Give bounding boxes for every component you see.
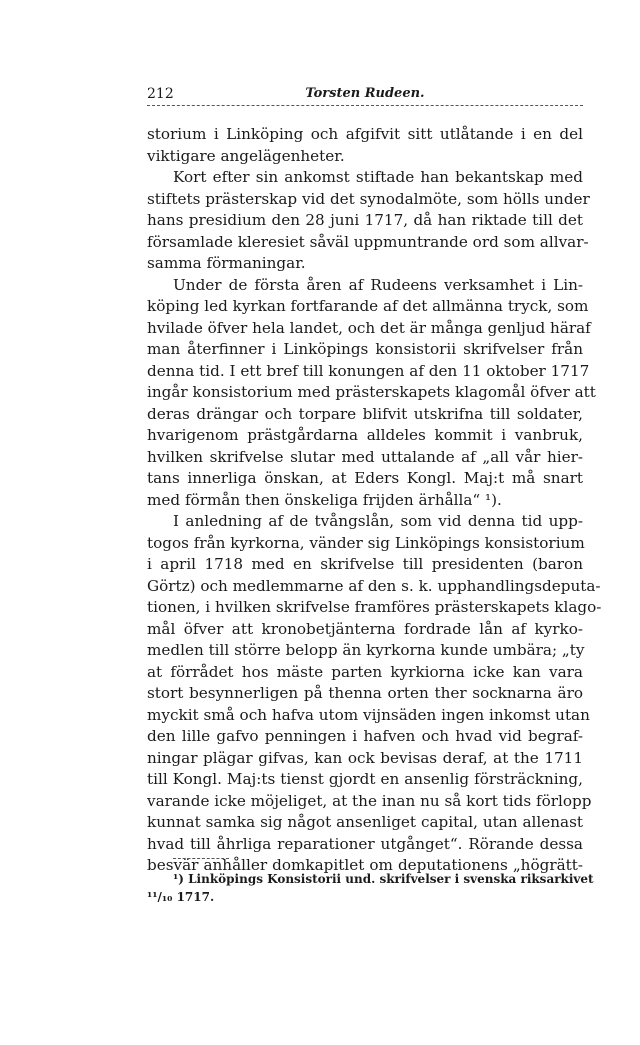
text-line: köping led kyrkan fortfarande af det allmänna tryck, som [147, 297, 589, 315]
text-line: varande icke möjeliget, at the inan nu så kort tids förlopp [147, 791, 592, 810]
text-line: tionen, i hvilken skrifvelse framföres prästerskapets klago- [147, 598, 602, 616]
text-line: Görtz) och medlemmarne af den s. k. upphandlingsdeputa- [147, 576, 601, 595]
page-number: 212 [147, 86, 174, 102]
text-line: hvilade öfver hela landet, och det är många genljud häraf [147, 318, 591, 337]
text-line: tans innerliga önskan, at Eders Kongl. Maj:t må snart [147, 469, 583, 487]
running-title: Torsten Rudeen. [305, 86, 425, 101]
text-line: storium i Linköping och afgifvit sitt utlåtande i en del [147, 125, 583, 143]
text-line: Under de första åren af Rudeens verksamhet i Lin- [173, 275, 583, 294]
footnote-line: ¹) Linköpings Konsistorii und. skrifvelser i svenska riksarkivet [173, 872, 594, 886]
footnote-line: ¹¹/₁₀ 1717. [147, 890, 215, 904]
text-line: viktigare angelägenheter. [147, 146, 345, 165]
text-line: den lille gafvo penningen i hafven och hvad vid begraf- [147, 727, 583, 745]
text-line: at förrådet hos mäste parten kyrkiorna icke kan vara [147, 662, 583, 681]
text-line: till Kongl. Maj:ts tienst gjordt en ansenlig försträckning, [147, 770, 583, 788]
text-line: med förmån then önskeliga frijden ärhålla“ ¹). [147, 490, 502, 509]
text-line: hvarigenom prästgårdarna alldeles kommit i vanbruk, [147, 426, 583, 444]
text-line: hans presidium den 28 juni 1717, då han riktade till det [147, 211, 583, 229]
text-line: medlen till större belopp än kyrkorna kunde umbära; „ty [147, 641, 585, 659]
text-line: hvad till åhrliga reparationer utgånget“. Rörande dessa [147, 834, 583, 853]
text-line: deras drängar och torpare blifvit utskrifna till soldater, [147, 404, 583, 423]
text-line: stiftets prästerskap vid det synodalmöte, som hölls under [147, 189, 590, 208]
text-line: ningar plägar gifvas, kan ock bevisas deraf, at the 1711 [147, 748, 583, 767]
text-line: Kort efter sin ankomst stiftade han bekantskap med [173, 168, 583, 186]
footnote [147, 870, 594, 906]
text-line: hvilken skrifvelse slutar med uttalande af „all vår hier- [147, 447, 583, 466]
text-line: kunnat samka sig något ansenliget capital, utan allenast [147, 813, 583, 831]
text-line: besvär anhåller domkapitlet om deputationens „högrätt- [147, 856, 583, 874]
text-line: myckit små och hafva utom vijnsäden ingen inkomst utan [147, 705, 590, 724]
text-line: i april 1718 med en skrifvelse till presidenten (baron [147, 555, 583, 573]
text-line: församlade kleresiet såväl uppmuntrande ord som allvar- [147, 232, 589, 251]
body-text [147, 124, 602, 877]
header-rule [147, 105, 583, 106]
text-line: man återfinner i Linköpings konsistorii skrifvelser från [147, 340, 583, 358]
text-line: I anledning af de tvångslån, som vid denna tid upp- [173, 512, 583, 530]
text-line: mål öfver att kronobetjänterna fordrade lån af kyrko- [147, 619, 583, 638]
text-line: samma förmaningar. [147, 254, 306, 272]
text-line: ingår konsistorium med prästerskapets klagomål öfver att [147, 383, 596, 401]
text-line: stort besynnerligen på thenna orten ther socknarna äro [147, 684, 583, 702]
text-line: denna tid. I ett bref till konungen af den 11 oktober 1717 [147, 361, 590, 380]
text-line: togos från kyrkorna, vänder sig Linköpings konsistorium [147, 533, 585, 552]
footnote-separator [173, 858, 229, 859]
